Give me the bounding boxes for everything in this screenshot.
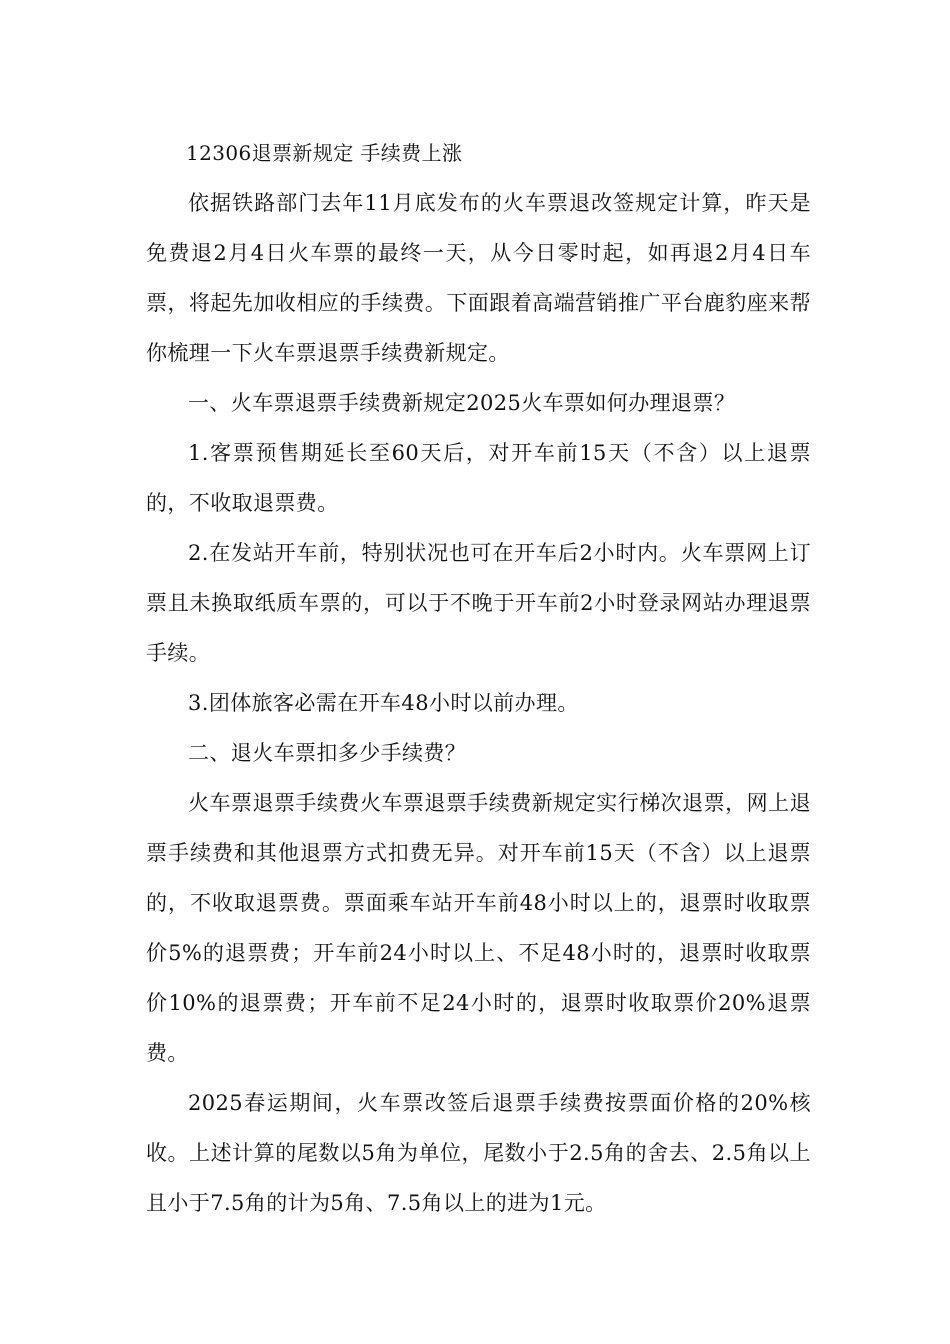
document-title: 12306退票新规定 手续费上涨	[186, 141, 463, 165]
list-item-1: 1.客票预售期延长至60天后，对开车前15天（不含）以上退票的，不收取退票费。	[146, 441, 811, 515]
list-item-2: 2.在发站开车前，特别状况也可在开车后2小时内。火车票网上订票且未换取纸质车票的，可以于不晚于开车前2小时登录网站办理退票手续。	[146, 541, 811, 665]
list-item-3: 3.团体旅客必需在开车48小时以前办理。	[188, 691, 579, 715]
paragraph-intro: 依据铁路部门去年11月底发布的火车票退改签规定计算，昨天是免费退2月4日火车票的最终一天，从今日零时起，如再退2月4日车票，将起先加收相应的手续费。下面跟着高端营销推广平台鹿豹座来帮你梳理一下火车票退票手续费新规定。	[146, 191, 811, 365]
section-heading-how-to-refund: 一、火车票退票手续费新规定2025火车票如何办理退票？	[188, 391, 736, 415]
paragraph-spring-festival: 2025春运期间，火车票改签后退票手续费按票面价格的20%核收。上述计算的尾数以5角为单位，尾数小于2.5角的舍去、2.5角以上且小于7.5角的计为5角、7.5角以上的进为1元。	[146, 1091, 811, 1215]
paragraph-fee-rules: 火车票退票手续费火车票退票手续费新规定实行梯次退票，网上退票手续费和其他退票方式扣费无异。对开车前15天（不含）以上退票的，不收取退票费。票面乘车站开车前48小时以上的，退票时收取票价5%的退票费；开车前24小时以上、不足48小时的，退票时收取票价10%的退票费；开车前不足24小时的，退票时收取票价20%退票费。	[146, 791, 811, 1065]
section-heading-fees: 二、退火车票扣多少手续费？	[188, 741, 467, 765]
document-body	[146, 128, 811, 1228]
